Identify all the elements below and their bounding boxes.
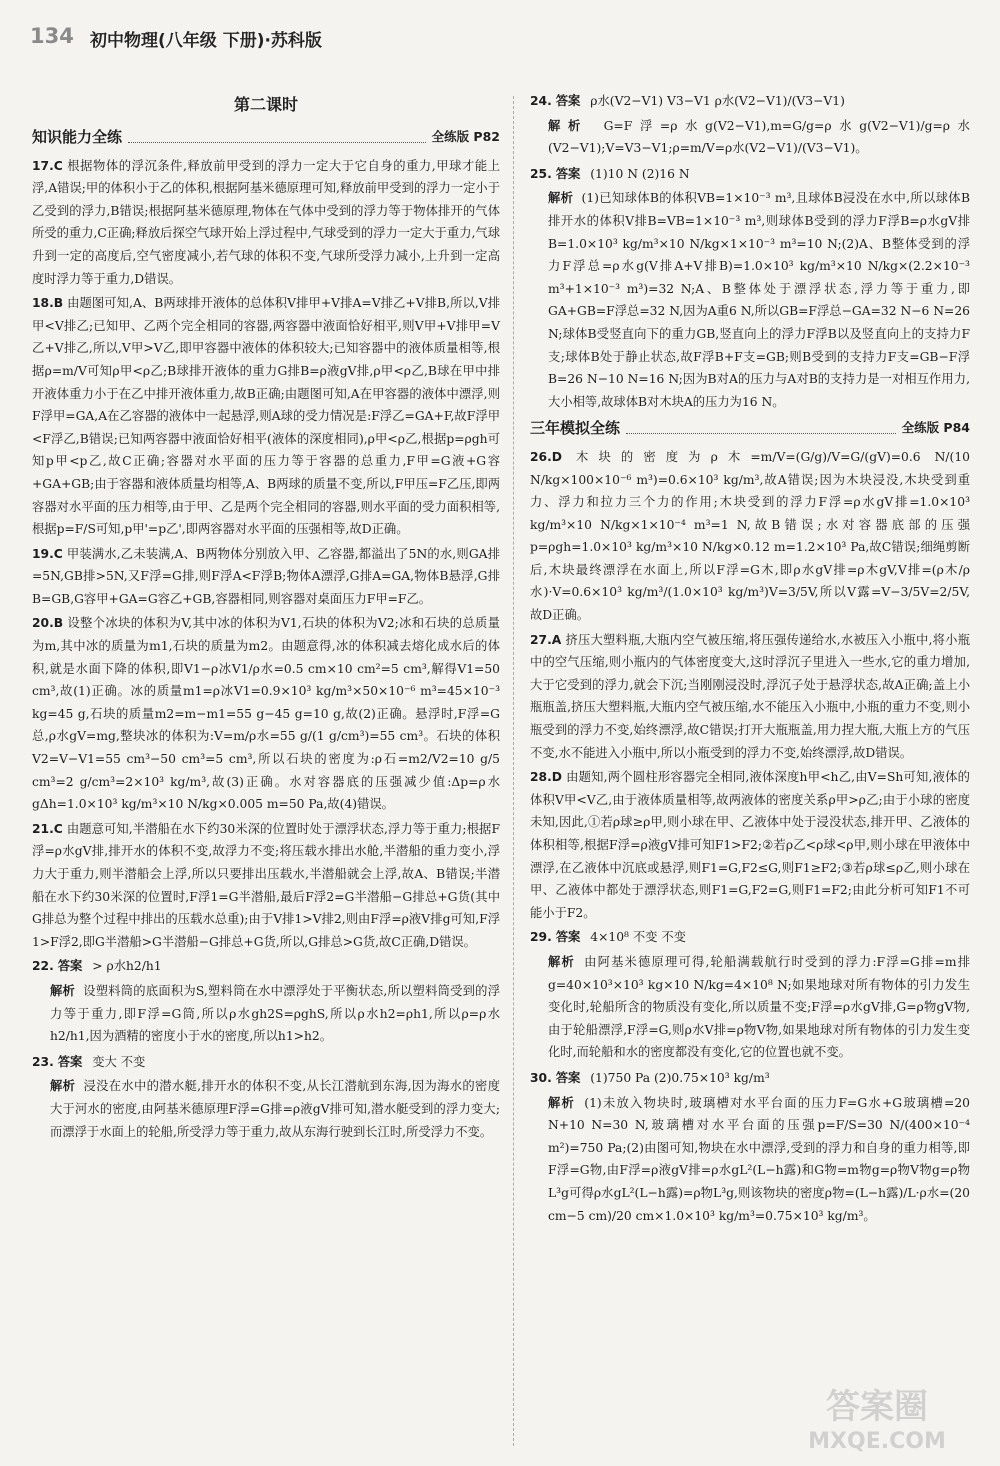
- question-text: 由题知,两个圆柱形容器完全相同,液体深度h甲<h乙,由V=Sh可知,液体的体积V甲<V乙,由于液体质量相等,故两液体的密度关系ρ甲>ρ乙;由于小球的密度未知,因此,①若ρ球≥ρ甲,则小球在甲、乙液体中处于浸没状态,排开甲、乙液体的体积相等,根据F浮=ρ液gV排可知F1>F2;②若ρ乙<ρ球<ρ甲,则小球在甲液体中漂浮,在乙液体中沉底或悬浮,则F1=G,F2≤G,则F1≥F2;③若ρ球≤ρ乙,则小球在甲、乙液体中都处于漂浮状态,则F1=G,F2=G,则F1=F2;由此分析可知F1不可能小于F2。: [530, 770, 970, 920]
- question-number: 21.C: [32, 821, 63, 836]
- explanation-label: 解析: [50, 983, 76, 998]
- question-number: 30.: [530, 1070, 552, 1085]
- question-number: 19.C: [32, 546, 63, 561]
- answer-value: 4×10⁸ 不变 不变: [590, 930, 686, 945]
- question-number: 24.: [530, 94, 552, 108]
- watermark-logo: [772, 1380, 982, 1454]
- dotted-leader: [128, 142, 426, 143]
- question-21: [32, 818, 500, 954]
- question-25: [530, 163, 970, 186]
- question-text: 甲装满水,乙未装满,A、B两物体分别放入甲、乙容器,都溢出了5N的水,则GA排=5N,GB排>5N,又F浮=G排,则F浮A<F浮B;物体A漂浮,G排A=GA,物体B悬浮,G排B=GB,G容甲+GA=G容乙+GB,容器相同,则容器对桌面压力F甲=F乙。: [32, 546, 500, 606]
- answer-label: 答案: [57, 959, 83, 974]
- question-number: 23.: [32, 1054, 54, 1069]
- page-number: 134: [30, 24, 74, 48]
- question-number: 26.D: [530, 449, 562, 464]
- question-text: 木块的密度为ρ木=m/V=(G/g)/V=G/(gV)=0.6 N/(10 N/kg×100×10⁻⁶ m³)=0.6×10³ kg/m³,故A错误;因为木块浸没,木块受到重力、浮力和拉力三个力的作用;木块受到的浮力F浮=ρ水gV排=1.0×10³ kg/m³×10 N/kg×1×10⁻⁴ m³=1 N,故B错误;水对容器底部的压强p=ρgh=1.0×10³ kg/m³×10 N/kg×0.12 m=1.2×10³ Pa,故C错误;细绳剪断后,木块最终漂浮在水面上,所以F浮=G木,即ρ水gV排=ρ木gV,V排=(ρ木/ρ水)·V=0.6×10³ kg/m³/(1.0×10³ kg/m³)V=3/5V,所以V露=V−3/5V=2/5V,故D正确。: [530, 449, 970, 623]
- section-ref: 全练版 P84: [901, 420, 970, 436]
- explanation-30: [548, 1092, 970, 1228]
- answer-label: 答案: [57, 1054, 83, 1069]
- explanation-text: 设塑料筒的底面积为S,塑料筒在水中漂浮处于平衡状态,所以塑料筒受到的浮力等于重力,即F浮=G筒,所以ρ水gh2S=ρghS,所以ρ水h2=ρh1,所以ρ=ρ水h2/h1,因为酒精的密度小于水的密度,所以h1>h2。: [50, 983, 500, 1044]
- question-23: [32, 1051, 500, 1074]
- question-number: 17.C: [32, 158, 63, 173]
- answer-label: 答案: [555, 1070, 581, 1085]
- explanation-label: 解析: [548, 118, 588, 133]
- question-27: [530, 629, 970, 765]
- explanation-label: 解析: [548, 191, 574, 206]
- right-column: [530, 90, 970, 1230]
- question-text: 由题图可知,A、B两球排开液体的总体积V排甲+V排A=V排乙+V排B,所以,V排甲<V排乙;已知甲、乙两个完全相同的容器,两容器中液面恰好相平,则V甲+V排甲=V乙+V排乙,所以,V甲>V乙,即甲容器中液体的体积较大;已知容器中的液体质量相等,根据ρ=m/V可知ρ甲<ρ乙;B球排开液体的重力G排B=ρ液gV排,ρ甲<ρ乙,B球在甲中排开液体重力小于在乙中排开液体重力,故B正确;由题图可知,A在甲容器的液体中漂浮,则F浮甲=GA,A在乙容器的液体中一起悬浮,则A球的受力情况是:F浮乙=GA+F,故F浮甲<F浮乙,B错误;已知两容器中液面恰好相平(液体的深度相同),ρ甲<ρ乙,根据p=ρgh可知p甲<p乙,故C正确;容器对水平面的压力等于容器的总重力,F甲=G液+G容+GA+GB;由于容器和液体质量均相等,A、B两球的质量不变,所以,F甲压=F乙压,即两容器对水平面的压力相等,由于甲、乙是两个完全相同的容器,则水平面的受力面积相等,根据p=F/S可知,p甲'=p乙',即两容器对水平面的压强相等,故D正确。: [32, 296, 500, 537]
- question-26: [530, 446, 970, 627]
- explanation-29: [548, 951, 970, 1064]
- dotted-leader: [626, 433, 896, 434]
- section-title: 知识能力全练: [32, 128, 123, 146]
- explanation-23: [50, 1075, 500, 1143]
- section-title: 三年模拟全练: [530, 419, 621, 438]
- question-number: 28.D: [530, 770, 562, 785]
- page-header: [30, 22, 470, 62]
- question-text: 挤压大塑料瓶,大瓶内空气被压缩,将压强传递给水,水被压入小瓶中,将小瓶中的空气压缩,则小瓶内的气体密度变大,这时浮沉子里进入一些水,它的重力增加,大于它受到的浮力,就会下沉;当刚刚浸没时,浮沉子处于悬浮状态,故A正确;盖上小瓶瓶盖,挤压大塑料瓶,大瓶内空气被压缩,水不能压入小瓶中,小瓶的重力不变,则小瓶受到的浮力不变,始终漂浮,故C错误;打开大瓶瓶盖,用力捏大瓶,大瓶上方的气压不变,水不能进入小瓶中,所以小瓶受到的浮力不变,始终漂浮,故D错误。: [530, 632, 970, 760]
- answer-label: 答案: [555, 166, 581, 181]
- explanation-text: 由阿基米德原理可得,轮船满载航行时受到的浮力:F浮=G排=m排g=40×10³×10³ kg×10 N/kg=4×10⁸ N;如果地球对所有物体的引力发生变化时,轮船所含的物质没有变化,所以质量不变;F浮=ρ水gV排,G=ρ物gV物,由于轮船漂浮,F浮=G,则ρ水V排=ρ物V物,如果地球对所有物体的引力发生变化时,而轮船和水的密度都没有变化,它的位置也就不变。: [548, 954, 970, 1060]
- answer-value: ρ水(V2−V1) V3−V1 ρ水(V2−V1)/(V3−V1): [590, 94, 845, 108]
- question-30: [530, 1067, 970, 1090]
- question-number: 20.B: [32, 616, 64, 631]
- explanation-label: 解析: [50, 1079, 76, 1094]
- question-number: 27.A: [530, 632, 562, 647]
- question-19: [32, 543, 500, 611]
- explanation-22: [50, 980, 500, 1048]
- explanation-label: 解析: [548, 1095, 576, 1110]
- question-29: [530, 926, 970, 949]
- question-22: [32, 955, 500, 978]
- question-text: 由题意可知,半潜船在水下约30米深的位置时处于漂浮状态,浮力等于重力;根据F浮=ρ水gV排,排开水的体积不变,故浮力不变;将压载水排出水舱,半潜船的重力变小,浮力大于重力,则半潜船会上浮,所以只要排出压载水,半潜船就会上浮,故A、B错误;半潜船在水下约30米深的位置时,F浮1=G半潜船,最后F浮2=G半潜船−G排总+G货(其中G排总为整个过程中排出的压载水总重);由于V排1>V排2,则由F浮=ρ液V排g可知,F浮1>F浮2,即G半潜船>G半潜船−G排总+G货,所以,G排总>G货,故C正确,D错误。: [32, 821, 500, 949]
- question-20: [32, 612, 500, 815]
- explanation-text: (1)已知球体B的体积VB=1×10⁻³ m³,且球体B浸没在水中,所以球体B排开水的体积V排B=VB=1×10⁻³ m³,则球体B受到的浮力F浮B=ρ水gV排B=1.0×10³ kg/m³×10 N/kg×1×10⁻³ m³=10 N;(2)A、B整体受到的浮力F浮总=ρ水g(V排A+V排B)=1.0×10³ kg/m³×10 N/kg×(2.2×10⁻³ m³+1×10⁻³ m³)=32 N;A、B整体处于漂浮状态,浮力等于重力,即GA+GB=F浮总=32 N,因为A重6 N,所以GB=F浮总−GA=32 N−6 N=26 N;球体B受竖直向下的重力GB,竖直向上的浮力F浮B以及竖直向上的支持力F支;球体B处于静止状态,故F浮B+F支=GB;则B受到的支持力F支=GB−F浮B=26 N−10 N=16 N;因为B对A的压力与A对B的支持力是一对相互作用力,大小相等,故球体B对木块A的压力为16 N。: [548, 191, 970, 409]
- answer-value: (1)750 Pa (2)0.75×10³ kg/m³: [590, 1070, 770, 1085]
- question-24: [530, 90, 970, 113]
- explanation-25: [548, 187, 970, 413]
- answer-label: 答案: [555, 930, 581, 945]
- explanation-text: (1)未放入物块时,玻璃槽对水平台面的压力F=G水+G玻璃槽=20 N+10 N=30 N,玻璃槽对水平台面的压强p=F/S=30 N/(400×10⁻⁴ m²)=750 Pa;(2)由图可知,物块在水中漂浮,受到的浮力和自身的重力相等,即F浮=G物,由F浮=ρ液gV排=ρ水gL²(L−h露)和G物=m物g=ρ物V物g=ρ物L³g可得ρ水gL²(L−h露)=ρ物L³g,则该物块的密度ρ物=(L−h露)/L·ρ水=(20 cm−5 cm)/20 cm×1.0×10³ kg/m³=0.75×10³ kg/m³。: [548, 1095, 970, 1223]
- question-17: [32, 155, 500, 291]
- question-text: 根据物体的浮沉条件,释放前甲受到的浮力一定大于它自身的重力,甲球才能上浮,A错误;甲的体积小于乙的体积,根据阿基米德原理可知,释放前甲受到的浮力一定小于乙受到的浮力,B错误;根据阿基米德原理,物体在气体中受到的浮力等于物体排开的气体所受的重力,C正确;释放后探空气球开始上浮过程中,气球受到的浮力一定大于重力,气球升到一定的高度后,空气密度减小,若气球的体积不变,气球所受浮力减小,上升到一定高度时浮力等于重力,D错误。: [32, 158, 500, 286]
- answer-value: (1)10 N (2)16 N: [590, 166, 690, 181]
- question-18: [32, 292, 500, 541]
- lesson-title: 第二课时: [233, 95, 298, 114]
- question-number: 22.: [32, 959, 54, 974]
- section-three-year: [530, 417, 970, 440]
- answer-label: 答案: [555, 94, 581, 108]
- explanation-24: [548, 115, 970, 160]
- question-number: 18.B: [32, 296, 64, 311]
- watermark-line2: MXQE.COM: [808, 1429, 946, 1454]
- explanation-label: 解析: [548, 954, 575, 969]
- explanation-text: G=F浮=ρ水g(V2−V1),m=G/g=ρ水g(V2−V1)/g=ρ水(V2−V1);V=V3−V1;ρ=m/V=ρ水(V2−V1)/(V3−V1)。: [548, 118, 970, 156]
- section-ref: 全练版 P82: [431, 129, 500, 144]
- question-text: 设整个冰块的体积为V,其中冰的体积为V1,石块的体积为V2;冰和石块的总质量为m,其中冰的质量为m1,石块的质量为m2。由题意得,冰的体积减去熔化成水后的体积,就是水面下降的体积,即V1−ρ冰V1/ρ水=0.5 cm×10 cm²=5 cm³,解得V1=50 cm³,故(1)正确。冰的质量m1=ρ冰V1=0.9×10³ kg/m³×50×10⁻⁶ m³=45×10⁻³ kg=45 g,石块的质量m2=m−m1=55 g−45 g=10 g,故(2)正确。悬浮时,F浮=G总,ρ水gV=mg,整块冰的体积为:V=m/ρ水=55 g/(1 g/cm³)=55 cm³。石块的体积V2=V−V1=55 cm³−50 cm³=5 cm³,所以石块的密度为:ρ石=m2/V2=10 g/5 cm³=2 g/cm³=2×10³ kg/m³,故(3)正确。水对容器底的压强减少值:Δp=ρ水gΔh=1.0×10³ kg/m³×10 N/kg×0.005 m=50 Pa,故(4)错误。: [32, 616, 500, 812]
- watermark-line1: 答案圈: [826, 1387, 928, 1427]
- answer-value: 变大 不变: [92, 1054, 146, 1069]
- section-knowledge: [32, 126, 500, 149]
- left-column: [32, 90, 500, 1146]
- question-number: 25.: [530, 166, 552, 181]
- column-divider: [513, 96, 514, 1446]
- question-28: [530, 766, 970, 924]
- explanation-text: 浸没在水中的潜水艇,排开水的体积不变,从长江潜航到东海,因为海水的密度大于河水的密度,由阿基米德原理F浮=G排=ρ液gV排可知,潜水艇受到的浮力变大;而漂浮于水面上的轮船,所受浮力等于重力,故从东海行驶到长江时,所受浮力不变。: [50, 1079, 500, 1139]
- question-number: 29.: [530, 930, 552, 945]
- book-title: 初中物理(八年级 下册)·苏科版: [90, 31, 322, 51]
- answer-value: > ρ水h2/h1: [92, 959, 162, 974]
